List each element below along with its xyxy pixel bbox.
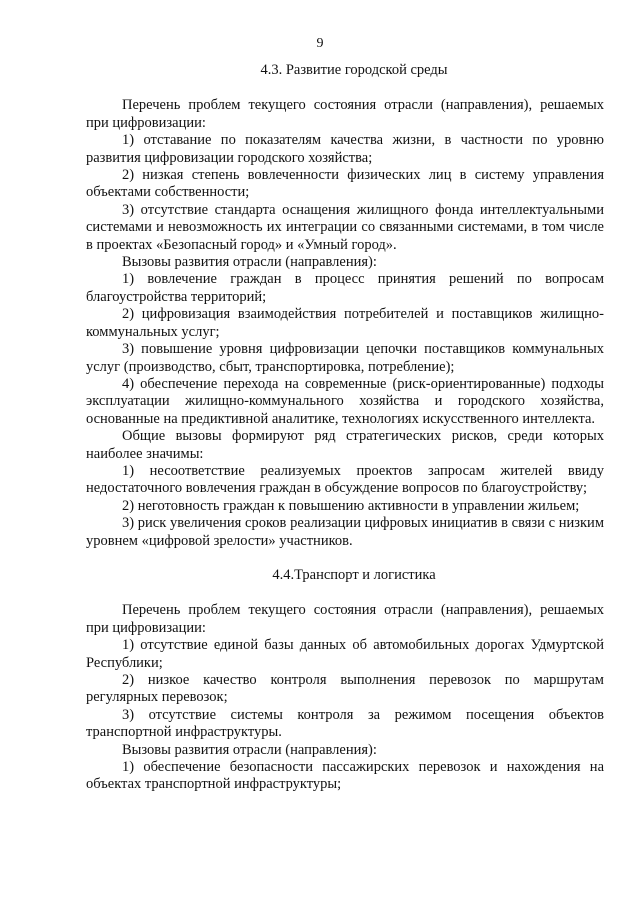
section-heading-transport-logistics: 4.4.Транспорт и логистика [272,566,436,583]
page-number: 9 [316,36,324,51]
paragraph: Перечень проблем текущего состояния отрасли (направления), решаемых при цифровизации: [86,97,604,131]
paragraph: Перечень проблем текущего состояния отрасли (направления), решаемых при цифровизации: [86,602,604,636]
paragraph: Общие вызовы формируют ряд стратегических рисков, среди которых наиболее значимы: [86,428,604,462]
paragraph: 1) обеспечение безопасности пассажирских перевозок и нахождения на объектах транспортной инфраструктуры; [86,759,604,793]
page-content [86,60,604,794]
section-body-urban-environment [86,97,604,550]
paragraph: 4) обеспечение перехода на современные (риск-ориентированные) подходы эксплуатации жилищно-коммунального хозяйства и городского хозяйства, основанные на предиктивной аналитике, технологиях искусственного интеллекта. [86,375,604,427]
paragraph: Вызовы развития отрасли (направления): [122,741,377,758]
paragraph: 3) отсутствие системы контроля за режимом посещения объектов транспортной инфраструктуры. [86,706,604,741]
paragraph: 1) отсутствие единой базы данных об автомобильных дорогах Удмуртской Республики; [86,637,604,671]
paragraph: 2) низкое качество контроля выполнения перевозок по маршрутам регулярных перевозок; [86,672,604,706]
section-body-transport-logistics [86,602,604,793]
paragraph: 2) цифровизация взаимодействия потребителей и поставщиков жилищно-коммунальных услуг; [86,306,604,340]
paragraph: 3) отсутствие стандарта оснащения жилищного фонда интеллектуальными системами и невозможность их интеграции со связанными системами, в том числе в проектах «Безопасный город» и «Умный город». [86,201,604,253]
paragraph: 2) низкая степень вовлеченности физических лиц в систему управления объектами собственности; [86,167,604,201]
paragraph: Вызовы развития отрасли (направления): [122,254,377,271]
section-heading-urban-environment: 4.3. Развитие городской среды [260,62,448,78]
paragraph: 3) риск увеличения сроков реализации цифровых инициатив в связи с низким уровнем «цифровой зрелости» участников. [86,515,604,549]
paragraph: 1) вовлечение граждан в процесс принятия решений по вопросам благоустройства территорий; [86,271,604,305]
paragraph: 1) отставание по показателям качества жизни, в частности по уровню развития цифровизации городского хозяйства; [86,132,604,166]
paragraph: 2) неготовность граждан к повышению активности в управлении жильем; [122,497,580,514]
paragraph: 3) повышение уровня цифровизации цепочки поставщиков коммунальных услуг (производство, сбыт, транспортировка, потребление); [86,341,604,375]
paragraph: 1) несоответствие реализуемых проектов запросам жителей ввиду недостаточного вовлечения граждан в обсуждение вопросов по благоустройству; [86,462,604,497]
